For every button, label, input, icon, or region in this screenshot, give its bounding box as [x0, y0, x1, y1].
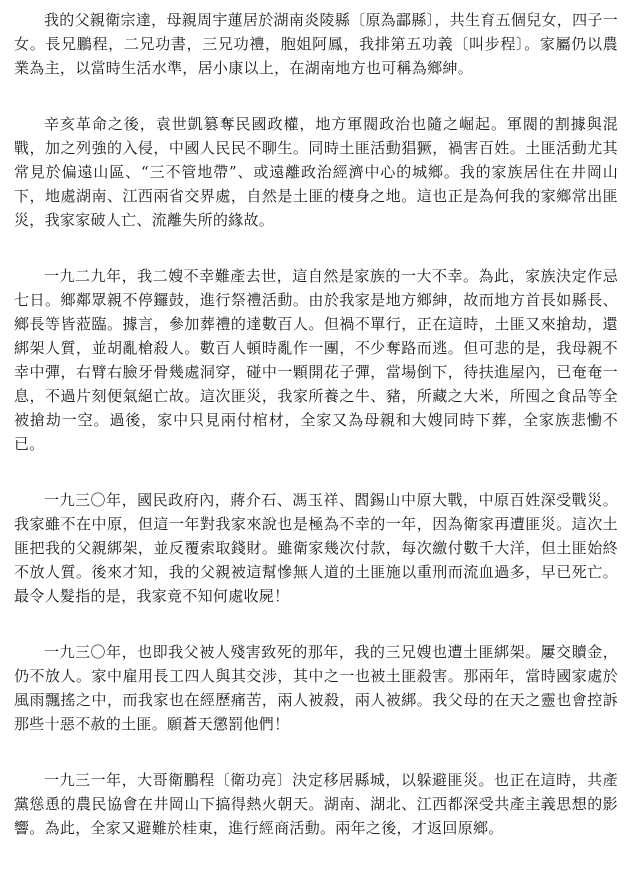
paragraph-1930-brother: 一九三〇年，也即我父被人殘害致死的那年，我的三兄嫂也遭土匪綁架。屢交贖金，仍不放人。家中雇用長工四人與其交涉，其中之一也被土匪殺害。那兩年，當時國家處於風雨飄搖之中，而我家也在經歷痛苦，兩人被殺，兩人被綁。我父母的在天之靈也會控訴那些十惡不赦的土匪。願蒼天懲罰他們！ [14, 643, 618, 733]
paragraph-family-background: 我的父親衛宗達，母親周宇蓮居於湖南炎陵縣〔原為酃縣〕，共生育五個兒女，四子一女。長兄鵬程，二兄功書，三兄功禮，胞姐阿鳳，我排第五功義〔叫步程〕。家屬仍以農業為主，以當時生活水準，居小康以上，在湖南地方也可稱為鄉紳。 [14, 11, 618, 77]
paragraph-1929: 一九二九年，我二嫂不幸難產去世，這自然是家族的一大不幸。為此，家族決定作忌七日。鄉鄰眾親不停鑼鼓，進行祭禮活動。由於我家是地方鄉紳，故而地方首長如縣長、鄉長等皆蒞臨。據言，參加葬禮的達數百人。但禍不單行，正在這時，土匪又來搶劫，還綁架人質，並胡亂槍殺人。數百人頓時亂作一團，不少奪路而逃。但可悲的是，我母親不幸中彈，右臂右臉牙骨幾處洞穿，碰中一顆開花子彈，當場倒下，待扶進屋內，已奄奄一息，不過片刻便氣絕亡故。這次匪災，我家所養之牛、豬，所藏之大米，所囤之食品等全被搶劫一空。過後，家中只見兩付棺材，全家又為母親和大嫂同時下葬，全家族悲慟不已。 [14, 267, 618, 453]
paragraph-warlord-era: 辛亥革命之後，袁世凱篡奪民國政權，地方軍閥政治也隨之崛起。軍閥的割據與混戰，加之列強的入侵，中國人民民不聊生。同時土匪活動猖獗，禍害百姓。土匪活動尤其常見於偏遠山區、“三不管地帶”、或遠離政治經濟中心的城鄉。我的家族居住在井岡山下，地處湖南、江西兩省交界處，自然是土匪的棲身之地。這也正是為何我的家鄉常出匪災，我家家破人亡、流離失所的緣故。 [14, 115, 618, 229]
document-page [14, 8, 618, 840]
paragraph-1930-father: 一九三〇年，國民政府內，蔣介石、馮玉祥、閻錫山中原大戰，中原百姓深受戰災。我家雖不在中原，但這一年對我家來說也是極為不幸的一年，因為衛家再遭匪災。這次土匪把我的父親綁架，並反覆索取錢財。雖衛家幾次付款，每次繳付數千大洋，但土匪始終不放人質。後來才知，我的父親被這幫慘無人道的土匪施以重刑而流血過多，早已死亡。最令人髮指的是，我家竟不知何處收屍！ [14, 491, 618, 605]
paragraph-1931: 一九三一年，大哥衛鵬程〔衛功亮〕決定移居縣城，以躲避匪災。也正在這時，共產黨慫恿的農民協會在井岡山下搞得熱火朝天。湖南、湖北、江西都深受共產主義思想的影響。為此，全家又避難於桂東，進行經商活動。兩年之後，才返回原鄉。 [14, 771, 618, 837]
